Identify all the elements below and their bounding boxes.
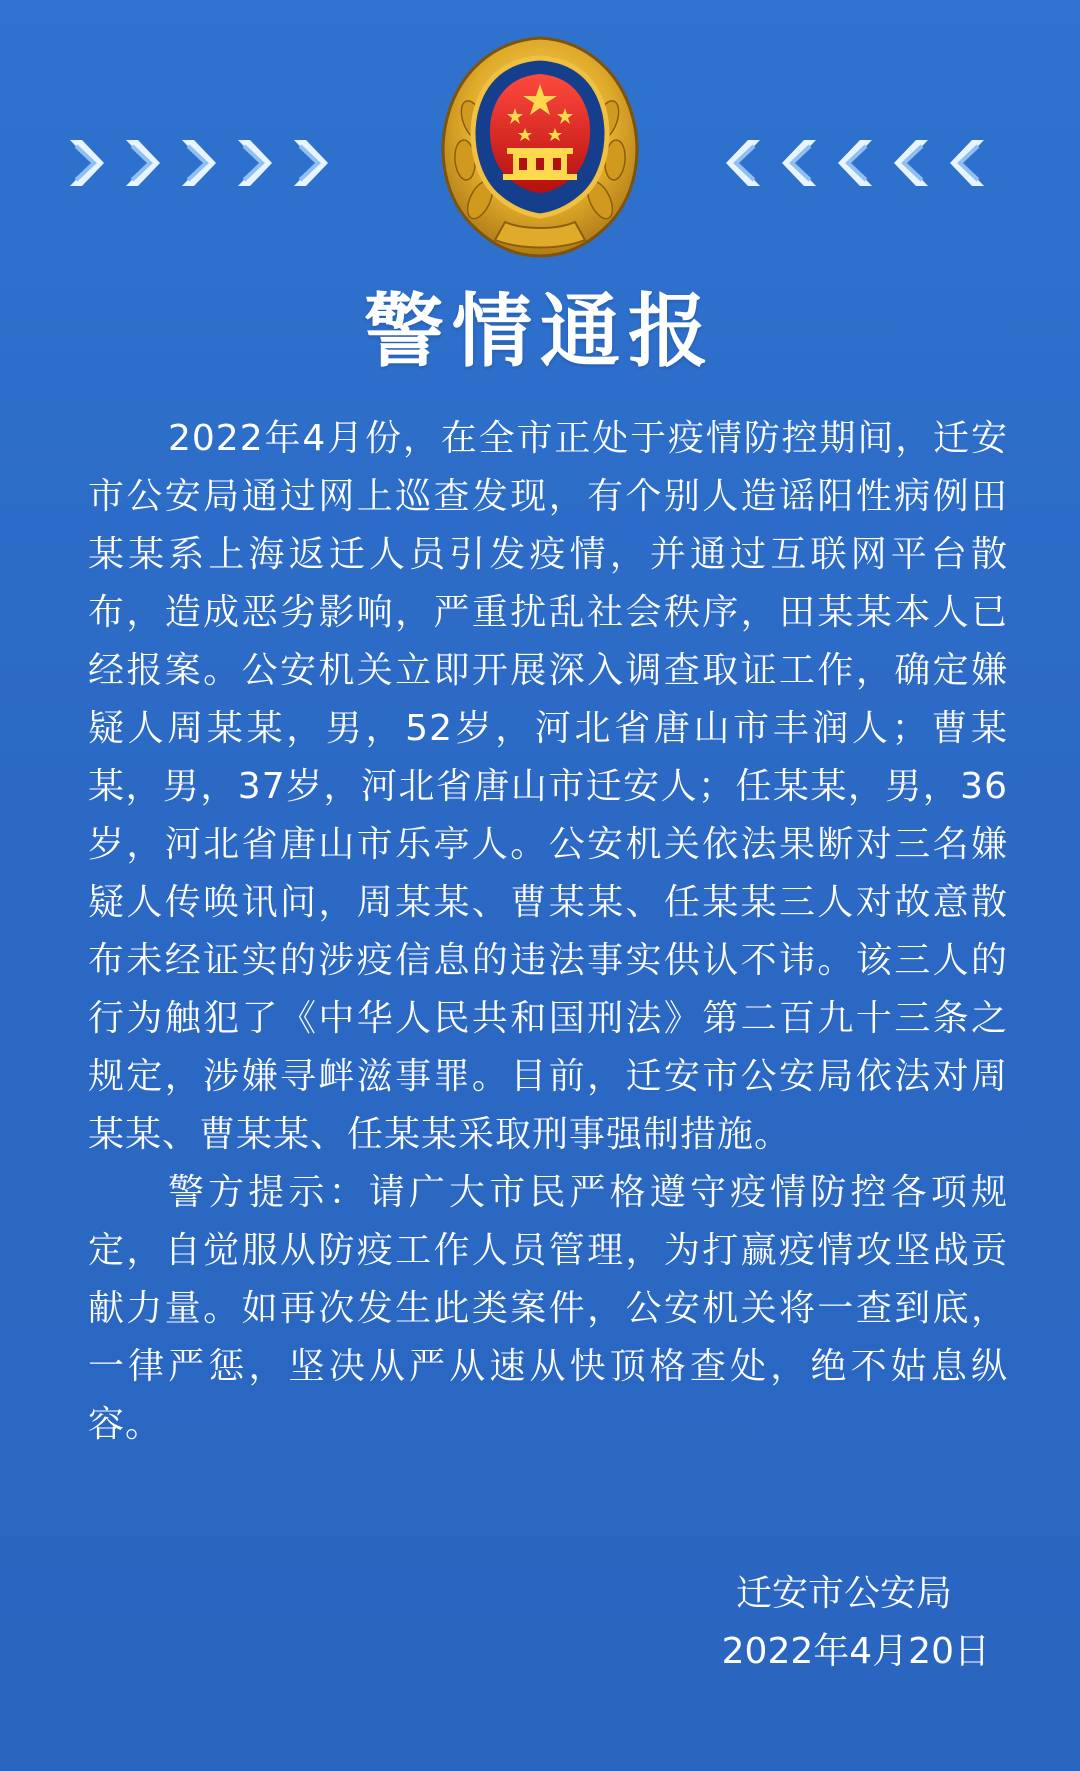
chevron-right-icon <box>286 128 338 198</box>
issue-date: 2022年4月20日 <box>721 1631 990 1672</box>
left-chevron-decoration <box>62 128 338 198</box>
chevron-right-icon <box>174 128 226 198</box>
chevron-left-icon <box>828 128 880 198</box>
chevron-left-icon <box>772 128 824 198</box>
right-chevron-decoration <box>716 128 992 198</box>
issuing-agency: 迁安市公安局 <box>735 1573 952 1614</box>
signature-block <box>722 1565 990 1681</box>
notice-body <box>88 410 1008 1454</box>
chevron-right-icon <box>62 128 114 198</box>
notice-paragraph: 2022年4月份，在全市正处于疫情防控期间，迁安市公安局通过网上巡查发现，有个别人造谣阳性病例田某某系上海返迁人员引发疫情，并通过互联网平台散布，造成恶劣影响，严重扰乱社会秩序，田某某本人已经报案。公安机关立即开展深入调查取证工作，确定嫌疑人周某某，男，52岁，河北省唐山市丰润人；曹某某，男，37岁，河北省唐山市迁安人；任某某，男，36岁，河北省唐山市乐亭人。公安机关依法果断对三名嫌疑人传唤讯问，周某某、曹某某、任某某三人对故意散布未经证实的涉疫信息的违法事实供认不讳。该三人的行为触犯了《中华人民共和国刑法》第二百九十三条之规定，涉嫌寻衅滋事罪。目前，迁安市公安局依法对周某某、曹某某、任某某采取刑事强制措施。 <box>88 418 1008 1155</box>
chevron-right-icon <box>230 128 282 198</box>
chevron-left-icon <box>716 128 768 198</box>
police-emblem-icon <box>435 30 645 260</box>
chevron-right-icon <box>118 128 170 198</box>
chevron-left-icon <box>940 128 992 198</box>
page-title: 警情通报 <box>364 285 716 378</box>
notice-paragraph: 警方提示：请广大市民严格遵守疫情防控各项规定，自觉服从防疫工作人员管理，为打赢疫情攻坚战贡献力量。如再次发生此类案件，公安机关将一查到底，一律严惩，坚决从严从速从快顶格查处，绝不姑息纵容。 <box>88 1172 1008 1445</box>
header-banner <box>0 0 1080 270</box>
chevron-left-icon <box>884 128 936 198</box>
